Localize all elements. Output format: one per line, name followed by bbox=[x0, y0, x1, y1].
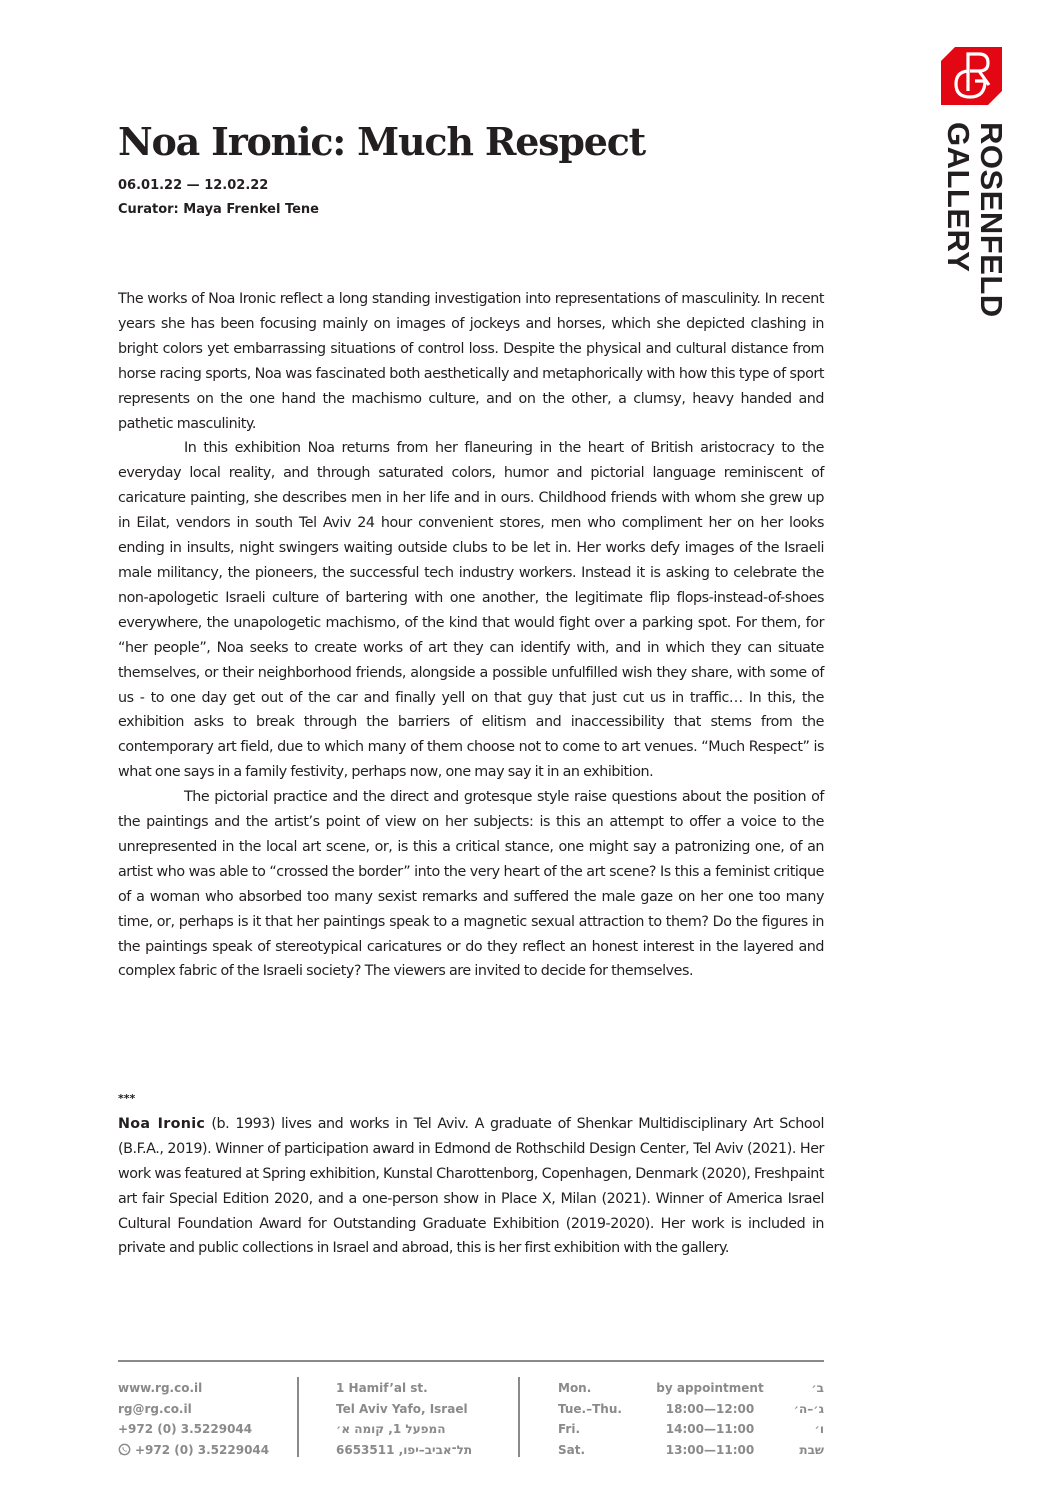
hours-day: Tue.–Thu. bbox=[558, 1401, 622, 1416]
hours-row bbox=[558, 1419, 824, 1440]
phone-number[interactable]: +972 (0) 3.5229044 bbox=[118, 1422, 253, 1436]
footer-divider bbox=[118, 1360, 824, 1362]
whatsapp-number-row[interactable] bbox=[118, 1440, 269, 1461]
wordmark-line-2: GALLERY bbox=[941, 122, 976, 273]
section-separator: *** bbox=[118, 1092, 136, 1105]
gallery-logo bbox=[941, 47, 1002, 105]
whatsapp-number: +972 (0) 3.5229044 bbox=[135, 1442, 270, 1457]
email-link[interactable]: rg@rg.co.il bbox=[118, 1401, 192, 1416]
bio-paragraph bbox=[118, 1112, 824, 1261]
footer-contact bbox=[118, 1378, 269, 1460]
hours-day-hebrew: ג׳–ה׳ bbox=[793, 1401, 824, 1416]
hours-day: Mon. bbox=[558, 1381, 592, 1395]
body-paragraph: The pictorial practice and the direct and grotesque style raise questions about the position of the paintings and the artist’s point of view on her subjects: is this an attempt to offer a voice to the unrepresented in the local art scene, or, is this a critical stance, one might say a patronizing one, of an artist who was able to “crossed the border” into the very heart of the art scene? Is this a feminist critique of a woman who absorbed too many sexist remarks and suffered the male gaze on her one too many time, or, perhaps is it that her paintings speak to a magnetic sexual attraction to them? Do the figures in the paintings speak of stereotypical caricatures or do they reflect an honest interest in the layered and complex fabric of the Israeli society? The viewers are invited to decide for themselves. bbox=[118, 789, 824, 980]
opening-hours bbox=[558, 1378, 824, 1460]
hours-day-hebrew: ב׳ bbox=[811, 1381, 824, 1395]
hours-time: 14:00—11:00 bbox=[665, 1422, 755, 1436]
exhibition-text bbox=[118, 287, 824, 984]
hours-day: Sat. bbox=[558, 1442, 586, 1457]
hours-day: Fri. bbox=[558, 1422, 581, 1436]
body-paragraph: The works of Noa Ironic reflect a long standing investigation into representations of masculinity. In recent years she has been focusing mainly on images of jockeys and horses, which she depicted clashing in bright colors yet embarrassing situations of control loss. Despite the physical and cultural distance from horse racing sports, Noa was fascinated both aesthetically and metaphorically with how this type of sport represents on the one hand the machismo culture, and on the other, a clumsy, heavy handed and pathetic masculinity. bbox=[118, 291, 824, 432]
wordmark-line-1: ROSENFELD bbox=[974, 122, 1009, 318]
hours-time: 18:00—12:00 bbox=[665, 1401, 755, 1416]
hours-day-hebrew: ו׳ bbox=[814, 1422, 824, 1436]
address-line-hebrew: המפעל 1, קומה א׳ bbox=[336, 1422, 446, 1436]
address-line-hebrew: תל־אביב–יפו, 6653511 bbox=[336, 1442, 473, 1457]
hours-time: by appointment bbox=[656, 1381, 764, 1395]
bio-text: (b. 1993) lives and works in Tel Aviv. A graduate of Shenkar Multidisciplinary Art School (B.F.A., 2019). Winner of participation award in Edmond de Rothschild Design Center, Tel Aviv (2021). Her work was featured at Spring exhibition, Kunstal Charottenborg, Copenhagen, Denmark (2020), Freshpaint art fair Special Edition 2020, and a one-person show in Place X, Milan (2021). Winner of America Israel Cultural Foundation Award for Outstanding Graduate Exhibition (2019-2020). Her work is included in private and public collections in Israel and abroad, this is her first exhibition with the gallery. bbox=[118, 1115, 824, 1257]
address-line: Tel Aviv Yafo, Israel bbox=[336, 1401, 468, 1416]
page-title: Noa Ironic: Much Respect bbox=[118, 119, 646, 164]
exhibition-meta bbox=[118, 174, 319, 222]
footer-column-divider bbox=[297, 1377, 299, 1457]
body-paragraph: In this exhibition Noa returns from her flaneuring in the heart of British aristocracy to the everyday local reality, and through saturated colors, humor and pictorial language reminiscent of caricature painting, she describes men in her life and in ours. Childhood friends with whom she grew up in Eilat, vendors in south Tel Aviv 24 hour convenient stores, men who compliment her on her looks ending in insults, night swingers waiting outside clubs to be let in. Her works defy images of the Israeli male militancy, the pioneers, the successful tech industry workers. Instead it is asking to celebrate the non-apologetic Israeli culture of bartering with one another, the legitimate flip flops-instead-of-shoes everywhere, the unapologetic machismo, of the kind that would fight over a parking spot. For them, for “her people”, Noa seeks to create works of art they can identify with, and in which they can situate themselves, or their neighborhood friends, alongside a possible unfulfilled wish they share, with some of us - to one day get out of the car and finally yell on that guy that just cut us in traffic… In this, the exhibition asks to break through the barriers of elitism and inaccessibility that stems from the contemporary art field, due to which many of them choose not to come to art venues. “Much Respect” is what one says in a family festivity, perhaps now, one may say it in an exhibition. bbox=[118, 440, 824, 781]
artist-name: Noa Ironic bbox=[118, 1115, 206, 1132]
curator-credit: Curator: Maya Frenkel Tene bbox=[118, 202, 319, 217]
artist-bio bbox=[118, 1087, 824, 1261]
rg-logo-icon bbox=[941, 47, 1002, 105]
footer-column-divider bbox=[518, 1377, 520, 1457]
whatsapp-icon bbox=[118, 1443, 131, 1456]
hours-row bbox=[558, 1378, 824, 1399]
hours-day-hebrew: שבת bbox=[799, 1442, 824, 1457]
website-link[interactable]: www.rg.co.il bbox=[118, 1381, 203, 1395]
hours-row bbox=[558, 1440, 824, 1461]
exhibition-dates: 06.01.22 — 12.02.22 bbox=[118, 178, 269, 193]
footer-address bbox=[336, 1378, 472, 1460]
address-line: 1 Hamif’al st. bbox=[336, 1381, 428, 1395]
hours-time: 13:00—11:00 bbox=[665, 1442, 755, 1457]
gallery-wordmark bbox=[936, 122, 1008, 332]
hours-row bbox=[558, 1399, 824, 1420]
